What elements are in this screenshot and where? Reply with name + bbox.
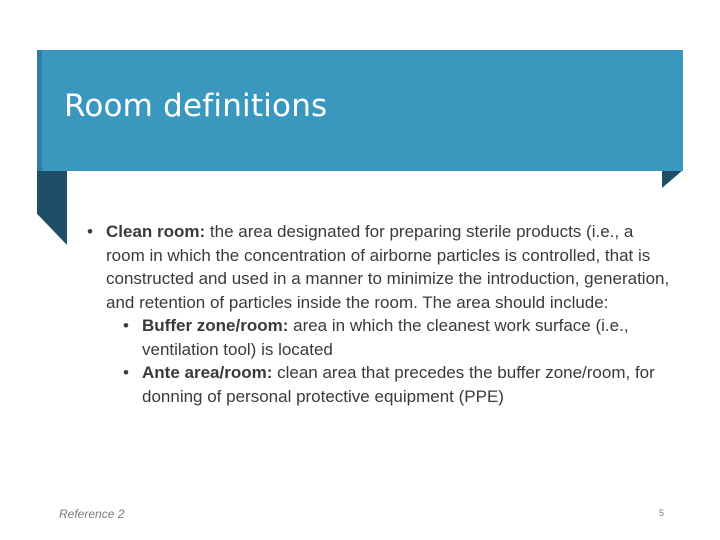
sub-bullet-term: Ante area/room: [142,363,273,382]
bullet-clean-room [85,220,675,314]
bullet-marker: • [87,222,93,241]
footer-reference: Reference 2 [59,507,125,521]
page-number: 5 [659,508,665,518]
sub-bullet-ante-area [85,361,675,408]
sub-bullet-text: clean area that precedes the buffer zone/room, for donning of personal protective equipment (PPE) [142,363,655,406]
bullet-term: Clean room: [106,222,206,241]
sub-bullet-text: area in which the cleanest work surface (i.e., ventilation tool) is located [142,316,629,359]
sub-bullet-buffer-zone [85,314,675,361]
title-bar-edge [37,50,42,171]
sub-bullet-term: Buffer zone/room: [142,316,289,335]
title-fold-shadow-right [662,170,683,188]
sub-bullet-marker: • [123,316,129,335]
sub-bullet-marker: • [123,363,129,382]
slide-title: Room definitions [64,88,328,124]
sub-bullet-list [85,314,675,408]
content-body [85,220,675,408]
bullet-text: the area designated for preparing sterile products (i.e., a room in which the concentration of airborne particles is controlled, that is constructed and used in a manner to minimize the introduction, generation, and retention of particles inside the room. The area should include: [106,222,670,312]
